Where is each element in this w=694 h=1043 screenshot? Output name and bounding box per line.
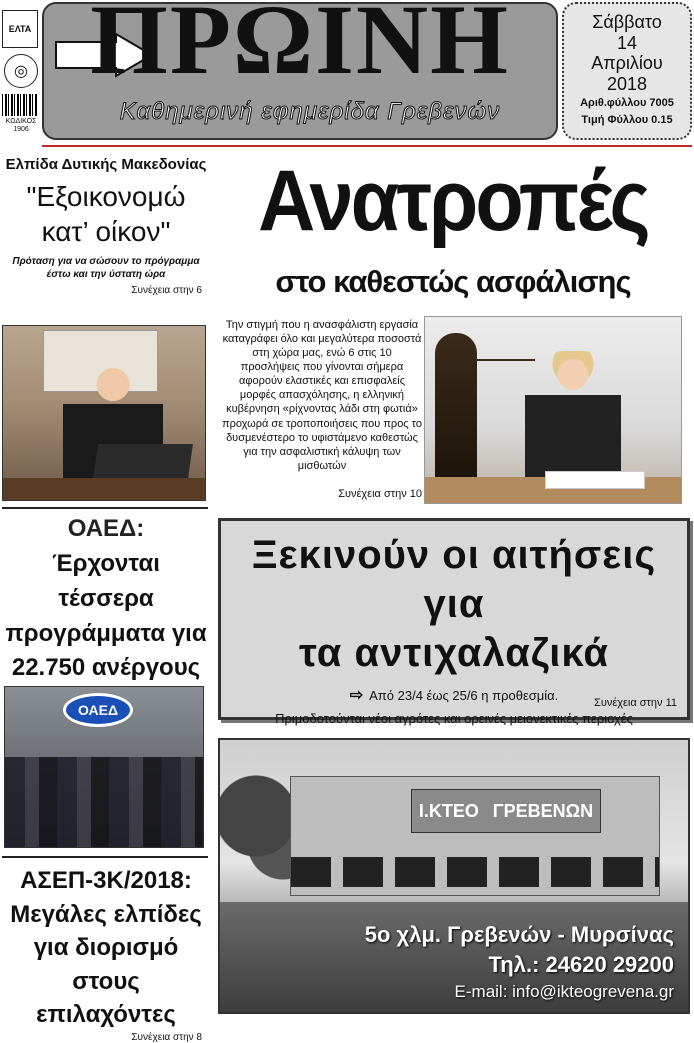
masthead-divider: [42, 145, 692, 147]
masthead: [42, 2, 558, 140]
column-divider-2: [2, 856, 208, 858]
code-label: [2, 118, 40, 133]
main-article-body: Την στιγμή που η ανασφάλιστη εργασία καταγράφει όλο και μεγαλύτερα ποσοστά στη χώρα μας, ενώ 6 στις 10 προσλήψεις που γίνονται σήμερα αφορούν ελαστικές και επισφαλείς μορφές απασχόλησης, η ελληνική κυβέρνηση «ρίχνοντας λάδι στη φωτιά» προχωρά σε τροποποιήσεις που προς το δυσμενέστερο το υφιστάμενο καθεστώς για την ασφαλιστική κάλυψη των μισθωτών: [222, 319, 422, 472]
woman-figure: [525, 351, 621, 481]
building-sign: [411, 789, 601, 833]
asep-headline-line4: στους επιλαχόντες: [36, 967, 176, 1029]
story-subhead: Πρόταση για να σώσουν το πρόγραμμα έστω και την ύστατη ώρα: [12, 256, 200, 280]
oaed-headline-line1: Έρχονται τέσσερα: [52, 550, 160, 612]
oaed-sign-logo: ΟΑΕΔ: [63, 693, 133, 727]
desk-figure: [3, 478, 205, 500]
building-sign-left: Ι.ΚΤΕΟ: [418, 800, 479, 821]
lawyer-photo: [424, 316, 682, 504]
politician-photo: [2, 325, 206, 501]
justice-statue-figure: [435, 333, 477, 498]
main-headline[interactable]: Ανατροπές: [258, 153, 648, 249]
column-divider: [2, 507, 208, 509]
oaed-headline-line3: 22.750 ανέργους: [11, 654, 201, 682]
main-article-continued: Συνέχεια στην 10: [338, 488, 422, 500]
subsidies-headline-line1: Ξεκινούν οι αιτήσεις για: [251, 533, 657, 626]
main-subhead: στο καθεστώς ασφάλισης: [275, 264, 631, 299]
issue-price: Τιμή Φύλλου 0.15: [581, 114, 673, 127]
subsidies-deadline: Από 23/4 έως 25/6 η προθεσμία.: [369, 688, 559, 704]
left-top-story[interactable]: [2, 150, 210, 296]
left-logos-strip: [2, 10, 40, 145]
date-weekday: Σάββατο: [592, 12, 662, 32]
building-windows: [291, 857, 659, 887]
ad-email[interactable]: E-mail: info@ikteogrevena.gr: [454, 982, 674, 1001]
subsidies-line2: Πριμοδοτούνται νέοι αγρότες και ορεινές μειονεκτικές περιοχές: [275, 711, 633, 727]
asep-headline-line1: ΑΣΕΠ-3Κ/2018:: [20, 867, 192, 894]
barcode-icon: [2, 94, 38, 116]
arrow-right-icon: ⇨: [349, 687, 364, 705]
seal-icon: ◎: [4, 54, 38, 88]
story-continued: Συνέχεια στην 6: [131, 285, 202, 296]
asep-story[interactable]: [2, 864, 210, 1043]
elta-label: ΕΛΤΑ: [8, 24, 32, 34]
building-figure: [290, 776, 660, 896]
code-label-text: ΚΩΔΙΚΟΣ: [5, 118, 37, 125]
scales-icon: [475, 359, 535, 361]
kteo-advertisement[interactable]: [218, 738, 690, 1014]
story-category: Ελπίδα Δυτικής Μακεδονίας: [5, 156, 207, 173]
asep-headline-line2: Μεγάλες ελπίδες: [10, 900, 202, 928]
asep-headline-line3: για διορισμό: [33, 934, 179, 962]
issue-number: Αριθ.φύλλου 7005: [580, 96, 674, 109]
newspaper-subtitle: Καθημερινή εφημερίδα Γρεβενών: [119, 98, 501, 125]
building-sign-right: ΓΡΕΒΕΝΩΝ: [492, 800, 594, 821]
newspaper-title: ΠΡΩΙΝΗ: [90, 0, 510, 95]
date-box: [562, 2, 692, 140]
subsidies-continued: Συνέχεια στην 11: [594, 697, 677, 709]
asep-continued: Συνέχεια στην 8: [131, 1031, 202, 1043]
ad-phone: Τηλ.: 24620 29200: [488, 952, 674, 977]
oaed-office-photo: [4, 686, 204, 848]
ad-address: 5ο χλμ. Γρεβενών - Μυρσίνας: [364, 922, 674, 947]
subsidies-headline-line2: τα αντιχαλαζικά: [299, 630, 609, 675]
story-headline-line1: "Εξοικονομώ: [26, 181, 186, 212]
oaed-headline-line2: προγράμματα για: [5, 619, 207, 647]
subsidies-story[interactable]: [218, 518, 690, 727]
queue-people-figure: [5, 757, 203, 847]
code-value: 1906: [13, 125, 29, 133]
date-day: 14: [616, 32, 638, 53]
ad-text: [365, 922, 674, 1002]
oaed-title: ΟΑΕΔ:: [67, 515, 145, 542]
story-headline-line2: κατ’ οίκον": [41, 216, 171, 247]
papers-figure: [545, 471, 645, 489]
date-year: 2018: [606, 74, 648, 95]
date-month: Απριλίου: [591, 53, 663, 74]
elta-logo: [2, 10, 38, 48]
oaed-story[interactable]: [2, 515, 210, 701]
